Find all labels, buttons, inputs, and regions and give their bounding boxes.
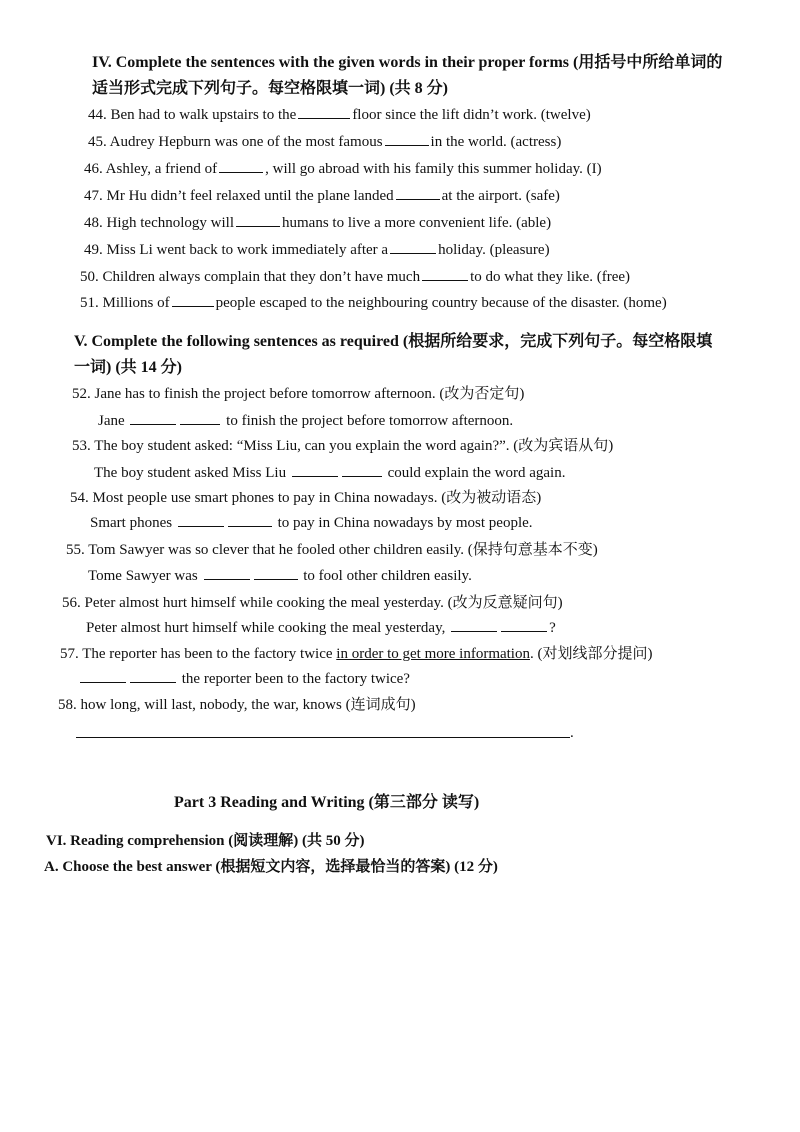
question-44: 44. Ben had to walk upstairs to the floor since the lift didn’t work. (twelve)	[88, 107, 591, 123]
answer-53: The boy student asked Miss Liu could explain the word again.	[94, 465, 566, 481]
answer-56: Peter almost hurt himself while cooking the meal yesterday, ?	[86, 620, 556, 636]
question-52: 52. Jane has to finish the project before tomorrow afternoon. (改为否定句)	[72, 386, 525, 402]
section-6-heading: VI. Reading comprehension (阅读理解) (共 50 分)	[46, 833, 365, 849]
answer-52: Jane to finish the project before tomorrow afternoon.	[98, 413, 514, 429]
question-51: 51. Millions of people escaped to the neighbouring country because of the disaster. (home)	[80, 295, 667, 311]
question-57: 57. The reporter has been to the factory twice in order to get more information. (对划线部分提问)	[60, 646, 653, 662]
section-4-heading: IV. Complete the sentences with the given words in their proper forms (用括号中所给单词的	[92, 54, 723, 71]
question-54: 54. Most people use smart phones to pay in China nowadays. (改为被动语态)	[70, 490, 542, 506]
question-53: 53. The boy student asked: “Miss Liu, can you explain the word again?”. (改为宾语从句)	[72, 438, 614, 454]
question-48: 48. High technology will humans to live a more convenient life. (able)	[84, 215, 552, 231]
question-47: 47. Mr Hu didn’t feel relaxed until the plane landed at the airport. (safe)	[84, 188, 560, 204]
question-45: 45. Audrey Hepburn was one of the most famous in the world. (actress)	[88, 134, 562, 150]
answer-58-period: .	[570, 725, 574, 741]
section-5-heading: V. Complete the following sentences as required (根据所给要求，完成下列句子。每空格限填	[74, 333, 713, 350]
question-49: 49. Miss Li went back to work immediately after a holiday. (pleasure)	[84, 242, 550, 258]
part-3-title: Part 3 Reading and Writing (第三部分 读写)	[174, 794, 480, 811]
section-4-heading-cont: 适当形式完成下列句子。每空格限填一词) (共 8 分)	[92, 80, 448, 97]
answer-57: the reporter been to the factory twice?	[78, 670, 410, 688]
question-58: 58. how long, will last, nobody, the war, knows (连词成句)	[58, 697, 416, 713]
section-5-heading-cont: 一词) (共 14 分)	[74, 359, 182, 376]
answer-line-58	[76, 737, 570, 738]
answer-54: Smart phones to pay in China nowadays by most people.	[90, 515, 533, 531]
question-55: 55. Tom Sawyer was so clever that he fooled other children easily. (保持句意基本不变)	[66, 542, 598, 558]
section-a-heading: A. Choose the best answer (根据短文内容，选择最恰当的答案) (12 分)	[44, 859, 498, 875]
answer-55: Tome Sawyer was to fool other children easily.	[88, 568, 472, 584]
question-50: 50. Children always complain that they don’t have much to do what they like. (free)	[80, 269, 631, 285]
question-46: 46. Ashley, a friend of , will go abroad with his family this summer holiday. (I)	[84, 161, 602, 177]
question-56: 56. Peter almost hurt himself while cooking the meal yesterday. (改为反意疑问句)	[62, 595, 563, 611]
